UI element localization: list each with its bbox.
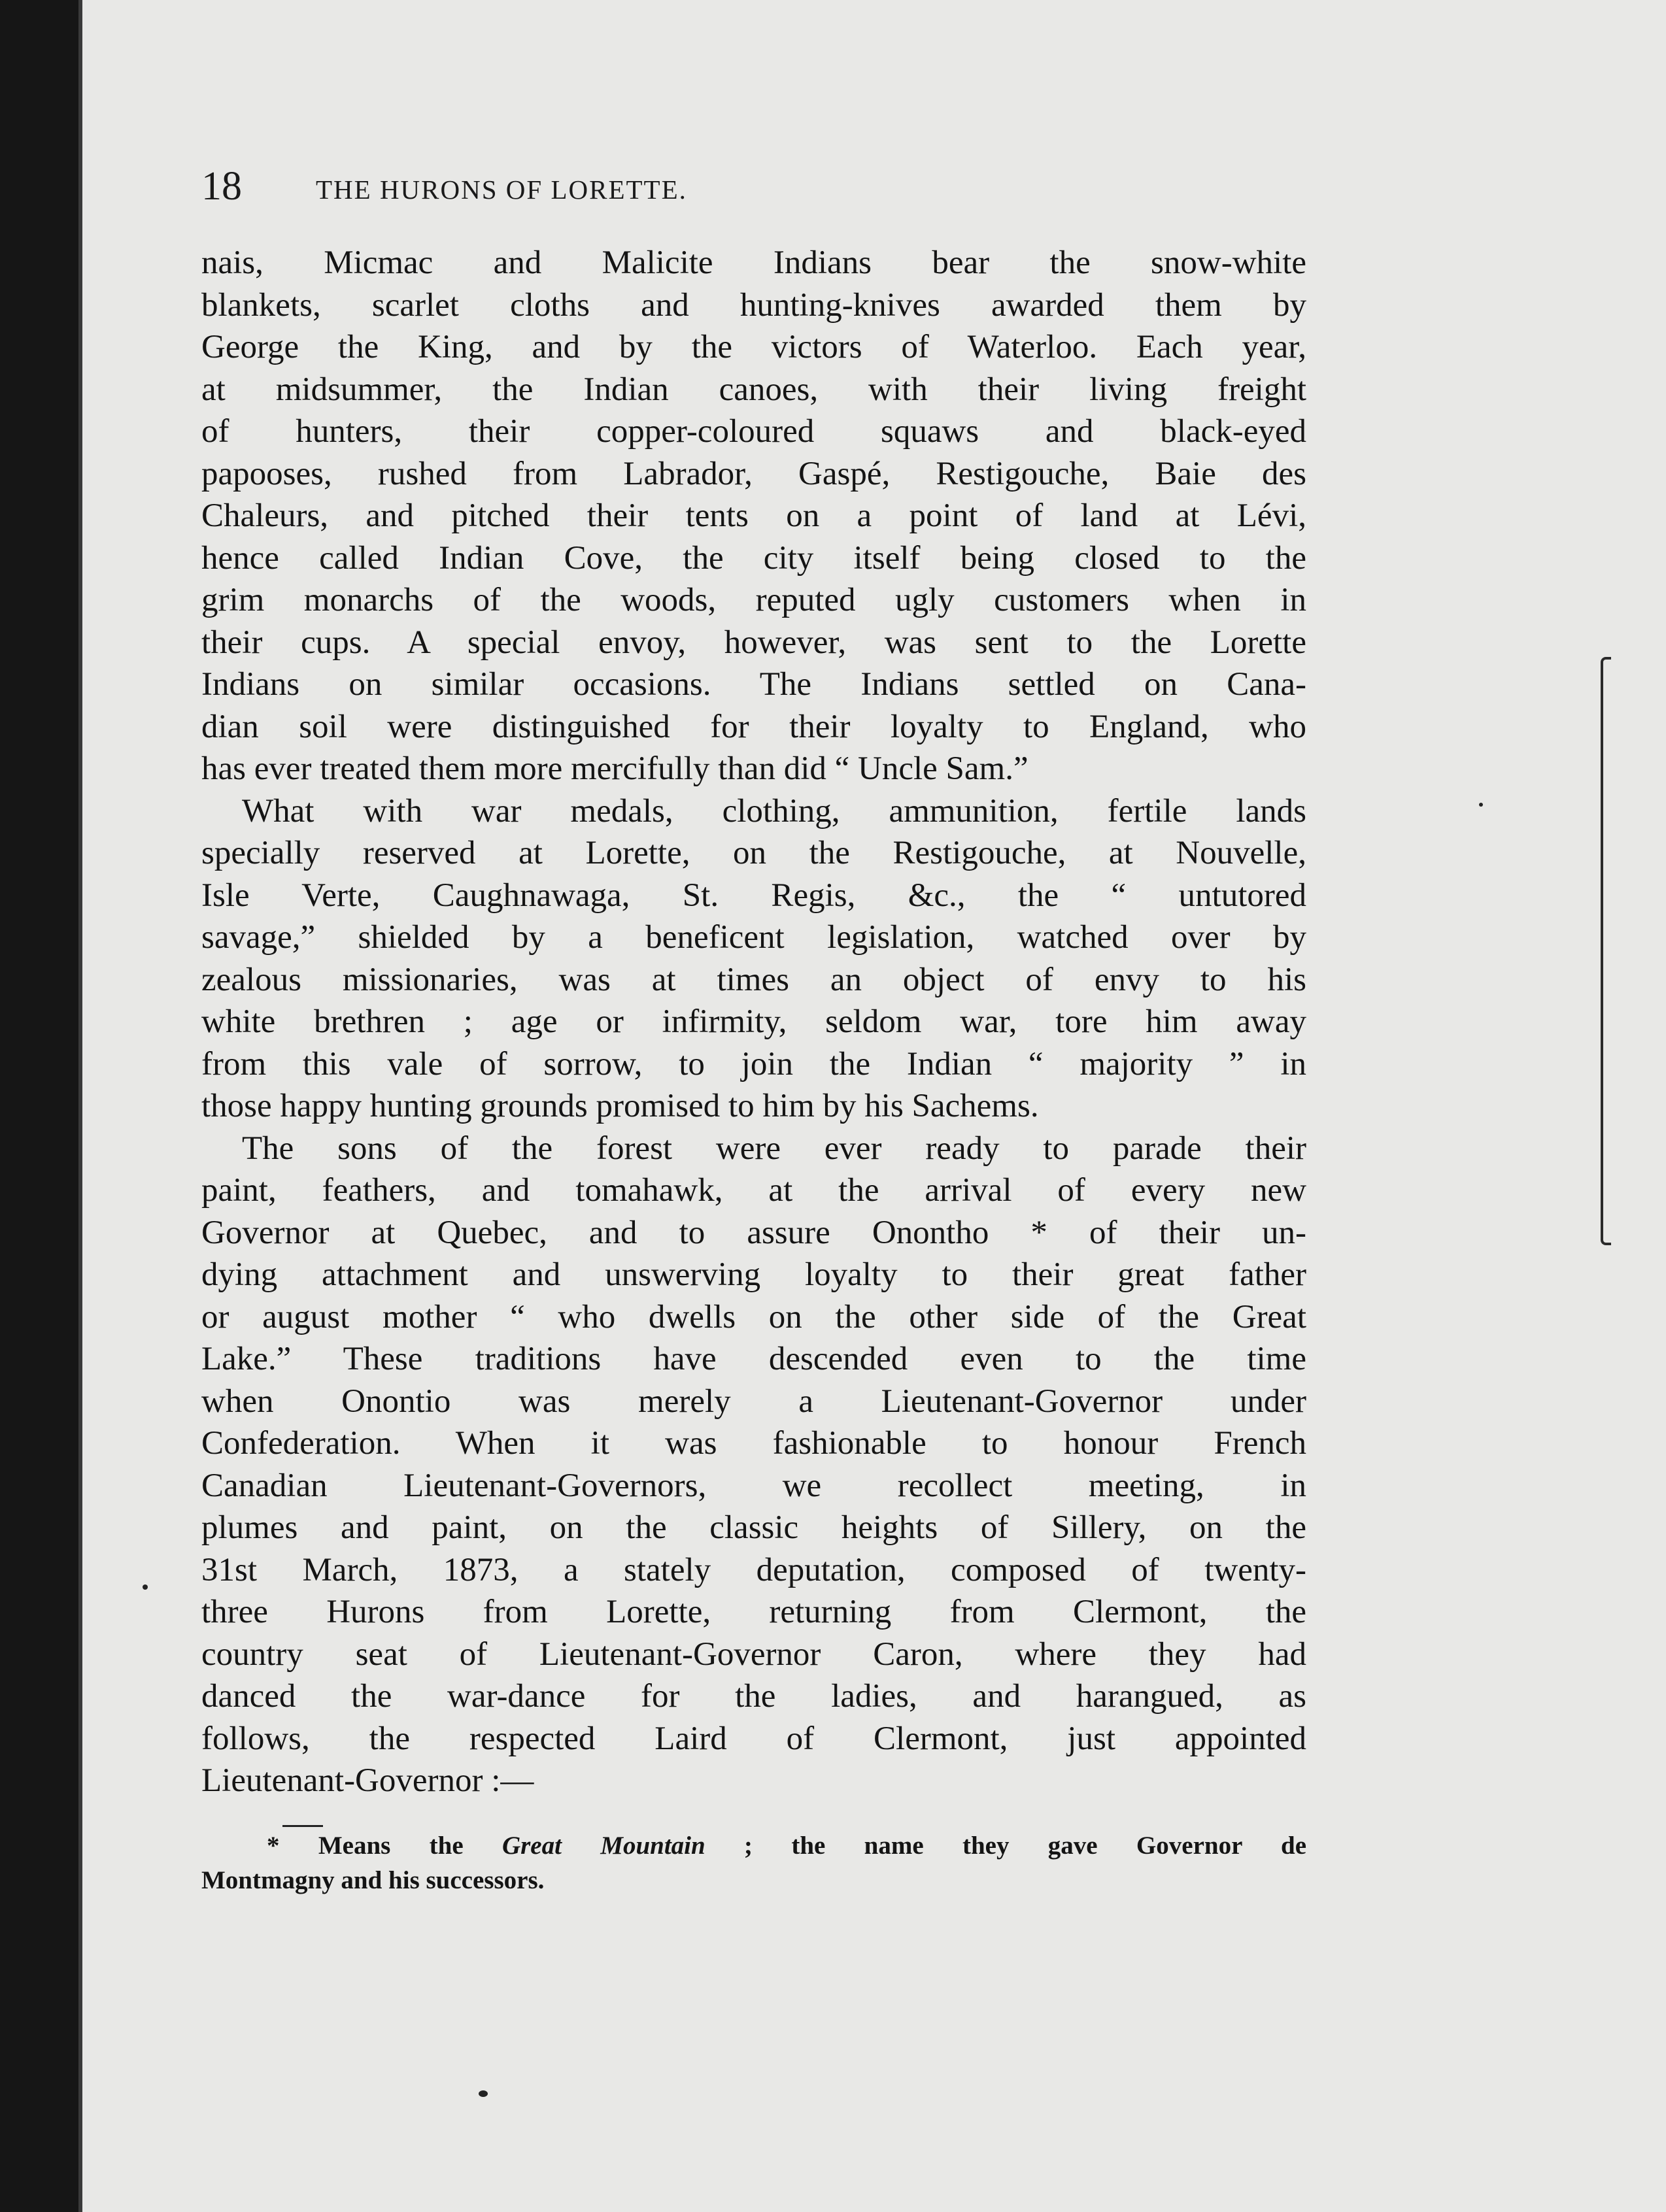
footnote-italic: Great Mountain	[502, 1832, 706, 1860]
text-line: Canadian Lieutenant-Governors, we recollect meeting, in	[201, 1467, 1306, 1504]
paragraph-2	[201, 790, 1306, 1128]
text-line: George the King, and by the victors of Waterloo. Each year,	[201, 329, 1306, 365]
text-line: zealous missionaries, was at times an object of envy to his	[201, 961, 1306, 998]
page-number: 18	[201, 164, 242, 209]
footnote-line: Montmagny and his successors.	[201, 1866, 545, 1894]
text-line: has ever treated them more mercifully than did “ Uncle Sam.”	[201, 750, 1028, 787]
page-fold-mark	[1601, 657, 1611, 1245]
footnote-rule	[282, 1825, 323, 1827]
text-line: when Onontio was merely a Lieutenant-Governor under	[201, 1382, 1306, 1420]
text-line: What with war medals, clothing, ammunition, fertile lands	[242, 792, 1306, 830]
text-line: hence called Indian Cove, the city itself being closed to the	[201, 539, 1306, 577]
body-text	[201, 242, 1306, 1802]
text-line: grim monarchs of the woods, reputed ugly customers when in	[201, 582, 1306, 618]
text-line: dian soil were distinguished for their loyalty to England, who	[201, 708, 1306, 745]
text-line: paint, feathers, and tomahawk, at the arrival of every new	[201, 1172, 1306, 1209]
running-head	[201, 160, 1033, 219]
footnote-line	[201, 1828, 1306, 1863]
text-line: nais, Micmac and Malicite Indians bear the snow-white	[201, 244, 1306, 281]
text-line: those happy hunting grounds promised to him by his Sachems.	[201, 1088, 1039, 1124]
text-line: Confederation. When it was fashionable to honour French	[201, 1425, 1306, 1462]
text-line: specially reserved at Lorette, on the Restigouche, at Nouvelle,	[201, 835, 1306, 871]
text-line: or august mother “ who dwells on the other side of the Great	[201, 1298, 1306, 1335]
text-line: country seat of Lieutenant-Governor Caron, where they had	[201, 1635, 1306, 1673]
footnote-suffix: ; the name they gave Governor de	[705, 1832, 1307, 1860]
text-line: blankets, scarlet cloths and hunting-knives awarded them by	[201, 286, 1306, 324]
footnote-prefix: * Means the	[267, 1832, 502, 1860]
text-line: dying attachment and unswerving loyalty to their great father	[201, 1256, 1306, 1293]
text-line: The sons of the forest were ever ready to parade their	[242, 1130, 1306, 1167]
text-line: three Hurons from Lorette, returning from Clermont, the	[201, 1594, 1306, 1630]
text-line: Lieutenant-Governor :—	[201, 1762, 534, 1799]
text-line: of hunters, their copper-coloured squaws and black-eyed	[201, 413, 1306, 450]
text-line: their cups. A special envoy, however, was sent to the Lorette	[201, 624, 1306, 661]
text-line: at midsummer, the Indian canoes, with their living freight	[201, 371, 1306, 408]
text-line: Chaleurs, and pitched their tents on a point of land at Lévi,	[201, 497, 1306, 534]
text-line: Lake.” These traditions have descended even to the time	[201, 1341, 1306, 1377]
text-line: from this vale of sorrow, to join the Indian “ majority ” in	[201, 1045, 1306, 1082]
text-line: Governor at Quebec, and to assure Onontho * of their un-	[201, 1214, 1306, 1251]
text-line: papooses, rushed from Labrador, Gaspé, Restigouche, Baie des	[201, 455, 1306, 492]
paragraph-3	[201, 1128, 1306, 1802]
footnote	[201, 1828, 1306, 1898]
text-line: Isle Verte, Caughnawaga, St. Regis, &c., the “ untutored	[201, 877, 1306, 914]
text-line: plumes and paint, on the classic heights of Sillery, on the	[201, 1509, 1306, 1546]
text-line: Indians on similar occasions. The Indians settled on Cana-	[201, 666, 1306, 703]
text-line: savage,” shielded by a beneficent legislation, watched over by	[201, 919, 1306, 956]
ink-speck	[1479, 803, 1483, 807]
paragraph-1	[201, 242, 1306, 790]
ink-speck	[479, 2090, 488, 2097]
ink-speck	[143, 1584, 148, 1590]
text-line: 31st March, 1873, a stately deputation, composed of twenty-	[201, 1551, 1306, 1588]
text-line: danced the war-dance for the ladies, and harangued, as	[201, 1678, 1306, 1715]
text-line: follows, the respected Laird of Clermont, just appointed	[201, 1720, 1306, 1757]
running-title: THE HURONS OF LORETTE.	[316, 175, 687, 205]
text-line: white brethren ; age or infirmity, seldom war, tore him away	[201, 1003, 1306, 1040]
